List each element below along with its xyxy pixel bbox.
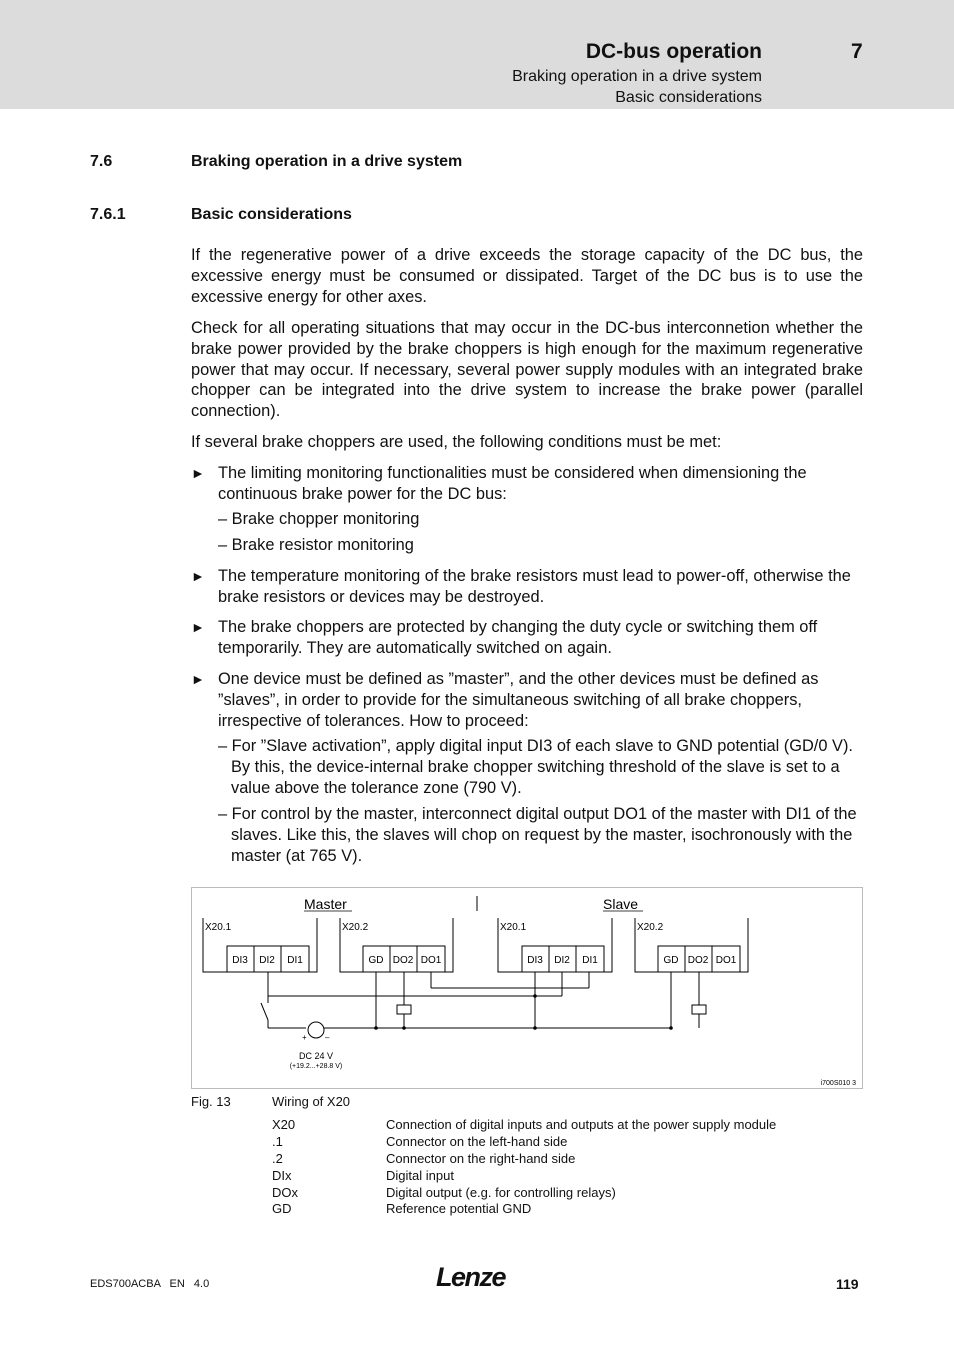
page-header xyxy=(0,0,954,109)
slave-label: Slave xyxy=(603,896,639,912)
junction-dot xyxy=(533,994,537,998)
wiring-diagram xyxy=(192,888,862,1088)
dash-item: – Brake chopper monitoring xyxy=(218,510,420,528)
terminal-label: DO1 xyxy=(715,955,737,966)
legend-key: DOx xyxy=(272,1185,298,1200)
legend-key: .2 xyxy=(272,1151,283,1166)
terminal-label: DI1 xyxy=(582,955,598,966)
legend-value: Digital input xyxy=(386,1168,454,1183)
paragraph-3: If several brake choppers are used, the following conditions must be met: xyxy=(191,433,722,451)
document-id: EDS700ACBA EN 4.0 xyxy=(90,1278,210,1290)
chapter-title: DC-bus operation xyxy=(585,40,762,63)
legend-key: DIx xyxy=(272,1168,292,1183)
figure-id: i700S010 3 xyxy=(820,1080,856,1087)
paragraph-1: If the regenerative power of a drive exceeds the storage capacity of the DC bus, the excessive energy must be consumed or dissipated. Target of the DC bus is to use the excessive energy for other axes. xyxy=(191,246,863,306)
connector-label: X20.2 xyxy=(637,922,664,933)
paragraph-2: Check for all operating situations that may occur in the DC-bus interconnetion whether the brake power provided by the brake choppers is high enough for the maximum regenerative power that may occur. If necessary, several power supply modules with an integrated brake chopper can be integrated into the drive system to increase the brake power (parallel connection). xyxy=(191,319,863,421)
connector-label: X20.1 xyxy=(500,922,527,933)
legend-key: GD xyxy=(272,1201,292,1216)
minus-label: – xyxy=(325,1033,330,1042)
subsection-title: Basic considerations xyxy=(191,206,352,223)
bullet-item: One device must be defined as ”master”, and the other devices must be defined as ”slaves”, in order to provide for the simultaneous switching of all brake choppers, irrespective of tolerances. How to proceed: xyxy=(218,670,819,730)
dc-range-label: (+19.2...+28.8 V) xyxy=(289,1063,343,1070)
terminal-label: GD xyxy=(663,955,679,966)
junction-dot xyxy=(533,1026,537,1030)
junction-dot xyxy=(669,1026,673,1030)
legend-key: .1 xyxy=(272,1134,283,1149)
legend-value: Connector on the right-hand side xyxy=(386,1151,576,1166)
legend-value: Reference potential GND xyxy=(386,1201,532,1216)
figure-caption-label: Fig. 13 xyxy=(191,1094,231,1109)
dc-voltage-label: DC 24 V xyxy=(298,1051,334,1061)
bullet-item: The limiting monitoring functionalities must be considered when dimensioning the continuous brake power for the DC bus: xyxy=(218,464,807,503)
section-title: Braking operation in a drive system xyxy=(191,153,463,170)
junction-dot xyxy=(402,1026,406,1030)
junction-dot xyxy=(374,1026,378,1030)
terminal-label: DO2 xyxy=(392,955,414,966)
bullet-item: The temperature monitoring of the brake resistors must lead to power-off, otherwise the brake resistors or devices may be destroyed. xyxy=(218,567,851,606)
header-subtitle-1: Braking operation in a drive system xyxy=(512,68,762,85)
bullet-arrow-icon: ► xyxy=(191,568,205,584)
section-number: 7.6 xyxy=(90,153,113,170)
connector-label: X20.2 xyxy=(342,922,369,933)
master-label: Master xyxy=(304,896,347,912)
subsection-number: 7.6.1 xyxy=(90,206,126,223)
terminal-label: DO1 xyxy=(420,955,442,966)
plus-label: + xyxy=(302,1033,307,1042)
legend-value: Connection of digital inputs and outputs at the power supply module xyxy=(386,1117,777,1132)
legend-key: X20 xyxy=(272,1117,296,1132)
terminal-label: DI1 xyxy=(287,955,303,966)
dash-item: – For control by the master, interconnect digital output DO1 of the master with DI1 of the slaves. Like this, the slaves will chop on request by the master, isochronously with the master (at 765 V). xyxy=(218,805,857,865)
dash-item: – For ”Slave activation”, apply digital input DI3 of each slave to GND potential (GD/0 V). By this, the device-internal brake chopper switching threshold of the slave is set to a value above the tolerance zone (790 V). xyxy=(218,737,853,797)
header-subtitle-2: Basic considerations xyxy=(615,89,762,106)
lenze-logo: Lenze xyxy=(436,1262,506,1292)
dash-item: – Brake resistor monitoring xyxy=(218,536,414,554)
terminal-label: DI3 xyxy=(527,955,543,966)
page-number: 119 xyxy=(836,1276,859,1292)
legend-value: Connector on the left-hand side xyxy=(386,1134,568,1149)
terminal-label: DO2 xyxy=(687,955,709,966)
connector-label: X20.1 xyxy=(205,922,232,933)
wiring-diagram-frame xyxy=(191,887,863,1089)
figure-caption-text: Wiring of X20 xyxy=(272,1094,351,1109)
bullet-arrow-icon: ► xyxy=(191,671,205,687)
chapter-number: 7 xyxy=(851,40,863,63)
bullet-arrow-icon: ► xyxy=(191,619,205,635)
terminal-label: DI3 xyxy=(232,955,248,966)
terminal-label: DI2 xyxy=(259,955,275,966)
bullet-item: The brake choppers are protected by changing the duty cycle or switching them off temporarily. They are automatically switched on again. xyxy=(218,618,818,657)
bullet-arrow-icon: ► xyxy=(191,465,205,481)
terminal-label: GD xyxy=(368,955,384,966)
terminal-label: DI2 xyxy=(554,955,570,966)
legend-value: Digital output (e.g. for controlling relays) xyxy=(386,1185,616,1200)
